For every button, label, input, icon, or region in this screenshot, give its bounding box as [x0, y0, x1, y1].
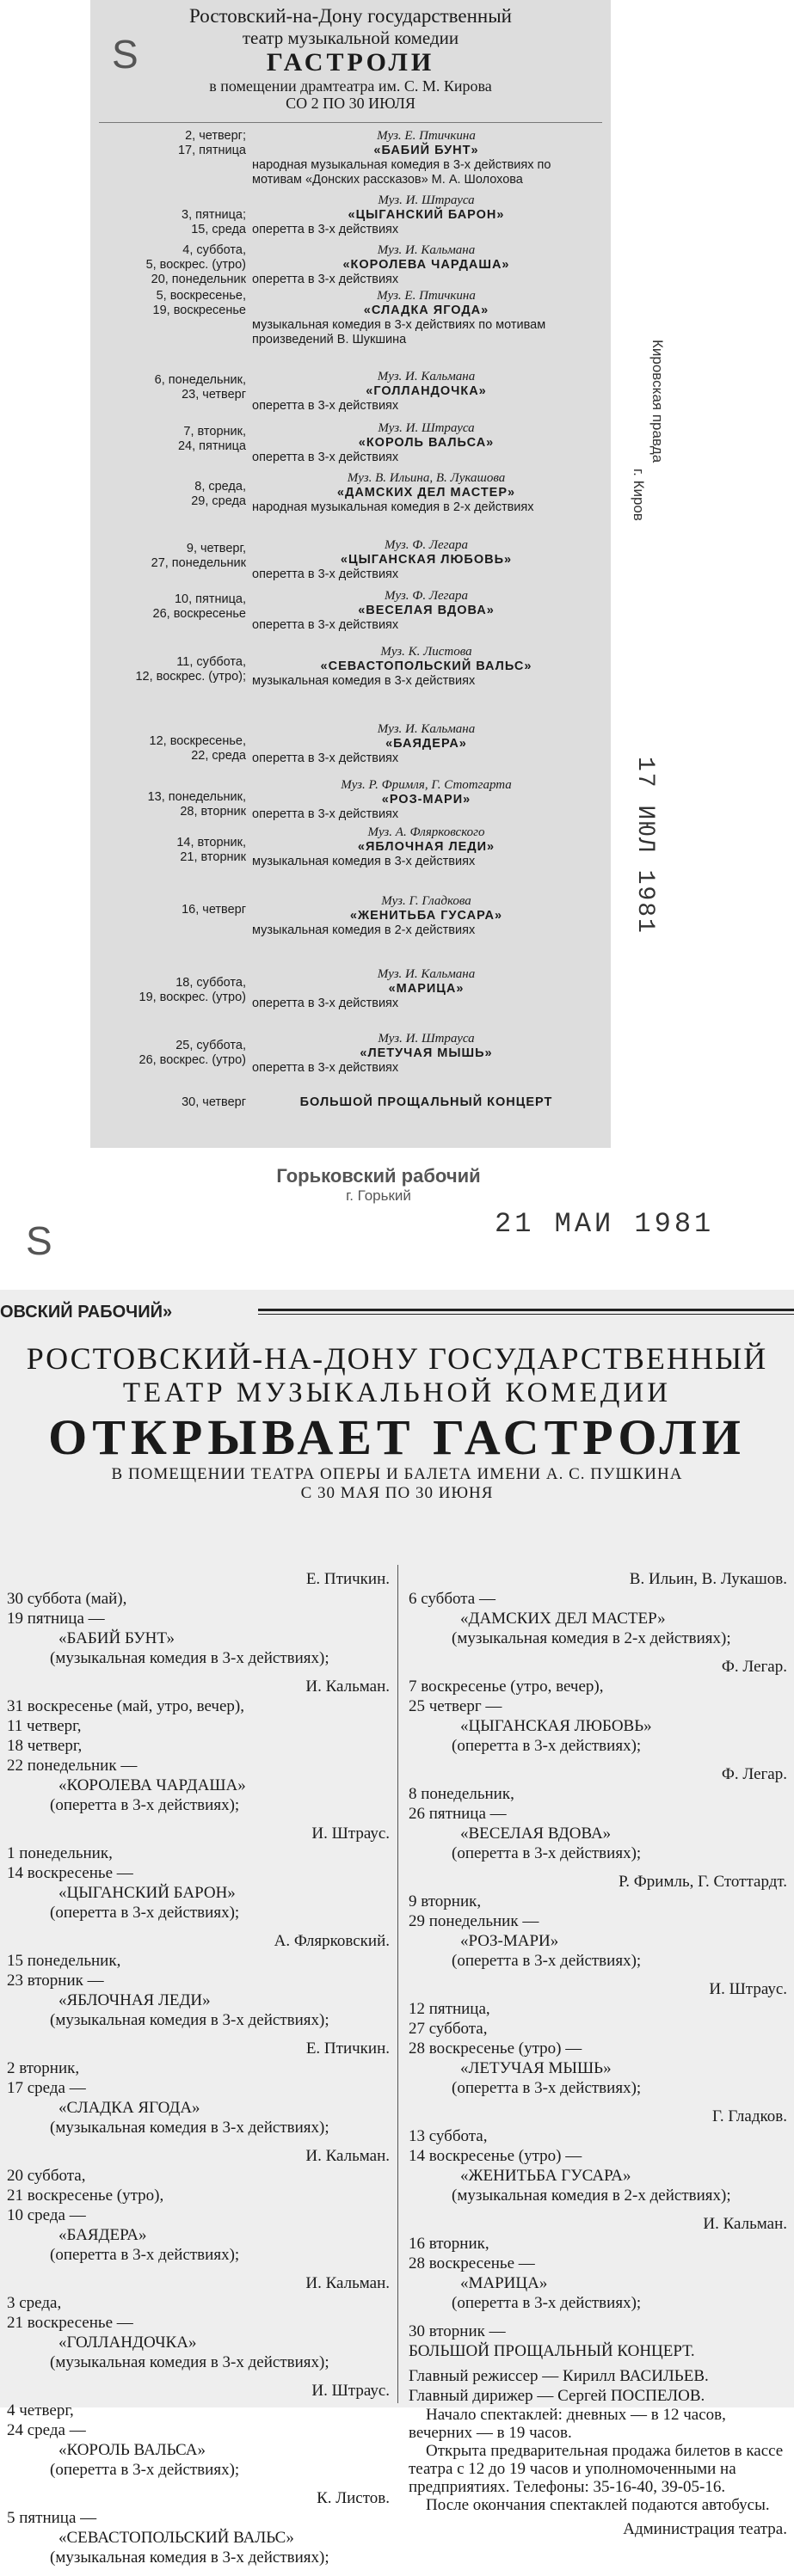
schedule-entry [7, 1677, 390, 1815]
source-newspaper: Горьковский рабочий [276, 1165, 481, 1187]
conductor-credit: Главный дирижер — Сергей ПОСПЕЛОВ. [409, 2387, 705, 2405]
entry-title: «КОРОЛЕВА ЧАРДАША» [58, 1776, 246, 1794]
schedule-entry [409, 1657, 787, 1756]
entry-title: «КОРОЛЕВА ЧАРДАША» [342, 258, 510, 272]
entry-description: оперетта в 3-х действиях [252, 451, 399, 464]
entry-dates: 2, четверг; 17, пятница [177, 129, 246, 157]
entry-description: оперетта в 3-х действиях [252, 273, 399, 286]
entry-title: «ВЕСЕЛАЯ ВДОВА» [358, 604, 495, 617]
schedule-entry [7, 1931, 390, 2030]
schedule-entry [7, 2039, 390, 2137]
clipping2-header [0, 1341, 794, 1503]
entry-title: «БАБИЙ БУНТ» [58, 1629, 175, 1647]
date-stamp-2: 21 МАИ 1981 [495, 1208, 715, 1240]
entry-title: «СЕВАСТОПОЛЬСКИЙ ВАЛЬС» [320, 659, 532, 673]
entry-dates: 9, четверг, 27, понедельник [151, 542, 246, 570]
entry-description: оперетта в 3-х действиях [252, 1061, 399, 1075]
entry-dates: 1 понедельник, 14 воскресенье — [7, 1844, 133, 1882]
entry-dates: 13 суббота, 14 воскресенье (утро) — [409, 2127, 582, 2165]
entry-description: музыкальная комедия в 3-х действиях по мотивам произведений В. Шукшина [252, 318, 546, 347]
entry-dates: 2 вторник, 17 среда — [7, 2059, 86, 2097]
entry-title: «ГОЛЛАНДОЧКА» [58, 2334, 197, 2352]
entry-dates: 30 суббота (май), 19 пятница — [7, 1590, 127, 1628]
entry-dates: 16 вторник, 28 воскресенье — [409, 2235, 535, 2272]
entry-composer: В. Ильин, В. Лукашов. [629, 1570, 787, 1588]
entry-title: «БАЯДЕРА» [385, 737, 467, 751]
entry-composer: Ф. Легар. [721, 1658, 787, 1676]
entry-title: «БАБИЙ БУНТ» [373, 144, 479, 157]
schedule-entry [7, 2381, 390, 2480]
entry-dates: 5 пятница — [7, 2509, 97, 2527]
entry-composer: Р. Фримль, Г. Стоттардт. [619, 1873, 787, 1891]
entry-title: «ЦЫГАНСКАЯ ЛЮБОВЬ» [460, 1717, 652, 1735]
schedule-entry [409, 1979, 787, 2098]
entry-description: (музыкальная комедия в 2-х действиях); [452, 2187, 731, 2205]
entry-description: (оперетта в 3-х действиях); [50, 2461, 240, 2479]
entry-description: оперетта в 3-х действиях [252, 807, 399, 821]
entry-description: оперетта в 3-х действиях [252, 751, 399, 765]
entry-description: (музыкальная комедия в 3-х действиях); [50, 2353, 329, 2371]
entry-title: «РОЗ-МАРИ» [381, 793, 471, 807]
entry-title: «ЛЕТУЧАЯ МЫШЬ» [460, 2059, 612, 2077]
schedule-entry [7, 2146, 390, 2265]
entry-dates: 12, воскресенье, 22, среда [149, 734, 246, 763]
entry-composer: И. Кальман. [305, 1677, 390, 1696]
entry-dates: 8, среда, 29, среда [191, 480, 246, 508]
entry-description: оперетта в 3-х действиях [252, 567, 399, 581]
entry-dates: 8 понедельник, 26 пятница — [409, 1785, 514, 1823]
entry-composer: И. Штраус. [311, 1825, 390, 1843]
entry-composer: Муз. И. Кальмана [377, 967, 476, 981]
entry-dates: 4 четверг, 24 среда — [7, 2401, 86, 2439]
entry-title: «СЕВАСТОПОЛЬСКИЙ ВАЛЬС» [58, 2529, 294, 2547]
entry-description: (оперетта в 3-х действиях); [452, 1952, 642, 1970]
entry-composer: Муз. Ф. Легара [384, 589, 469, 603]
entry-composer: Муз. И. Штрауса [378, 193, 475, 207]
entry-dates: 6 суббота — [409, 1590, 495, 1608]
entry-description: (музыкальная комедия в 3-х действиях); [50, 2011, 329, 2029]
entry-title: «КОРОЛЬ ВАЛЬСА» [58, 2441, 206, 2459]
entry-description: народная музыкальная комедия в 3-х действиях по мотивам «Донских рассказов» М. А. Шолохова [252, 158, 551, 187]
masthead [0, 1302, 794, 1322]
column-divider [397, 1565, 398, 2403]
entry-dates: 13, понедельник, 28, вторник [147, 790, 246, 819]
entry-dates: 25, суббота, 26, воскрес. (утро) [138, 1039, 246, 1067]
source-city: г. Киров [631, 469, 647, 521]
schedule-column-right [409, 1569, 787, 2539]
entry-composer: Муз. И. Кальмана [377, 722, 476, 736]
entry-title: «ЖЕНИТЬБА ГУСАРА» [349, 909, 503, 923]
schedule-entry [409, 1872, 787, 1971]
clipping1-header-venue: в помещении драмтеатра им. С. М. Кирова [209, 77, 492, 95]
schedule-entry [409, 2107, 787, 2205]
entry-title: «КОРОЛЬ ВАЛЬСА» [358, 436, 495, 450]
entry-title: «ЦЫГАНСКИЙ БАРОН» [348, 208, 505, 222]
entry-description: народная музыкальная комедия в 2-х действиях [252, 500, 534, 514]
tickets-note: Открыта предварительная продажа билетов в кассе театра с 12 до 19 часов и уполномоченными на предприятиях. Телефоны: 35-16-40, 39-05-16. [409, 2442, 784, 2496]
clipping2-header-line2: ТЕАТР МУЗЫКАЛЬНОЙ КОМЕДИИ [122, 1377, 672, 1408]
entry-description: (оперетта в 3-х действиях); [50, 2246, 240, 2264]
bus-note: После окончания спектаклей подаются автобусы. [426, 2496, 770, 2514]
entry-composer: И. Кальман. [305, 2147, 390, 2165]
entry-title: «БАЯДЕРА» [58, 2226, 147, 2244]
source-city: г. Горький [346, 1187, 411, 1204]
entry-description: оперетта в 3-х действиях [252, 223, 399, 236]
final-title: БОЛЬШОЙ ПРОЩАЛЬНЫЙ КОНЦЕРТ. [409, 2342, 695, 2360]
clipping2-header-dates: С 30 МАЯ ПО 30 ИЮНЯ [300, 1484, 494, 1502]
schedule-column-left [7, 1569, 390, 2576]
entry-title: «ГОЛЛАНДОЧКА» [366, 384, 487, 398]
entry-description: (музыкальная комедия в 2-х действиях); [452, 1629, 731, 1647]
entry-title: «ЯБЛОЧНАЯ ЛЕДИ» [357, 840, 495, 854]
entry-dates: 10, пятница, 26, воскресенье [152, 592, 246, 621]
clipping-gorkovsky-rabochy [0, 1290, 794, 2567]
schedule-entry [409, 1569, 787, 1648]
entry-title: «РОЗ-МАРИ» [460, 1932, 559, 1950]
clipping2-header-line1: РОСТОВСКИЙ-НА-ДОНУ ГОСУДАРСТВЕННЫЙ [26, 1341, 768, 1376]
entry-composer: И. Кальман. [305, 2274, 390, 2292]
entry-composer: И. Кальман. [703, 2215, 787, 2233]
entry-title: «ЦЫГАНСКИЙ БАРОН» [58, 1884, 236, 1902]
schedule-entry [7, 2488, 390, 2567]
start-times-note: Начало спектаклей: дневных — в 12 часов, вечерних — в 19 часов. [409, 2406, 726, 2442]
entry-dates: 12 пятница, 27 суббота, 28 воскресенье (утро) — [409, 2000, 582, 2058]
entry-title: «МАРИЦА» [460, 2274, 548, 2292]
entry-composer: Муз. Е. Птичкина [377, 129, 476, 143]
clipping1-header-dates: СО 2 ПО 30 ИЮЛЯ [286, 95, 415, 112]
source-newspaper: Кировская правда [649, 340, 666, 463]
masthead-name: ОВСКИЙ РАБОЧИЙ» [0, 1303, 173, 1322]
entry-description: оперетта в 3-х действиях [252, 997, 399, 1010]
entry-dates: 5, воскресенье, 19, воскресенье [152, 289, 246, 317]
entry-composer: Муз. А. Флярковского [367, 825, 485, 839]
clipping1-header-line2: театр музыкальной комедии [242, 28, 459, 48]
entry-dates: 30, четверг [182, 1095, 246, 1109]
entry-dates: 15 понедельник, 23 вторник — [7, 1952, 121, 1990]
entry-composer: Муз. И. Кальмана [377, 243, 476, 257]
entry-composer: Муз. Г. Гладкова [381, 894, 471, 908]
entry-description: (оперетта в 3-х действиях); [50, 1904, 240, 1922]
entry-composer: Е. Птичкин. [305, 1570, 390, 1588]
entry-composer: Муз. Е. Птичкина [377, 289, 476, 303]
entry-description: (оперетта в 3-х действиях); [50, 1796, 240, 1814]
entry-dates: 14, вторник, 21, вторник [176, 836, 246, 864]
entry-title: «ЯБЛОЧНАЯ ЛЕДИ» [58, 1991, 211, 2009]
clipping2-header-title: ОТКРЫВАЕТ ГАСТРОЛИ [48, 1409, 746, 1465]
schedule-entry [7, 1824, 390, 1923]
entry-title: «ВЕСЕЛАЯ ВДОВА» [460, 1825, 612, 1843]
entry-composer: Муз. Р. Фримля, Г. Стотгарта [341, 778, 512, 792]
entry-dates: 3 среда, 21 воскресенье — [7, 2294, 133, 2332]
entry-dates: 31 воскресенье (май, утро, вечер), 11 четверг, 18 четверг, 22 понедельник — [7, 1697, 244, 1775]
source-note-kirov [631, 340, 671, 529]
entry-dates: 20 суббота, 21 воскресенье (утро), 10 среда — [7, 2167, 164, 2224]
clipping-kirovskaya-pravda [90, 0, 611, 1148]
entry-title: «ЛЕТУЧАЯ МЫШЬ» [360, 1046, 493, 1060]
entry-title: «ДАМСКИХ ДЕЛ МАСТЕР» [460, 1610, 666, 1628]
entry-description: оперетта в 3-х действиях [252, 399, 399, 413]
entry-composer: Муз. Ф. Легара [384, 538, 469, 552]
entry-title: БОЛЬШОЙ ПРОЩАЛЬНЫЙ КОНЦЕРТ [299, 1095, 553, 1109]
entry-dates: 9 вторник, 29 понедельник — [409, 1892, 539, 1930]
s-mark-icon: S [112, 32, 138, 77]
entry-dates: 6, понедельник, 23, четверг [154, 373, 246, 402]
stamp-text: 17 ИЮЛ 1981 [631, 757, 658, 935]
entry-dates: 7, вторник, 24, пятница [177, 425, 246, 453]
entry-composer: Муз. И. Кальмана [377, 370, 476, 383]
entry-title: «ДАМСКИХ ДЕЛ МАСТЕР» [336, 486, 516, 500]
director-credit: Главный режиссер — Кирилл ВАСИЛЬЕВ. [409, 2367, 709, 2385]
entry-composer: Муз. В. Ильина, В. Лукашова [347, 471, 506, 485]
entry-description: (музыкальная комедия в 3-х действиях); [50, 2548, 329, 2567]
entry-composer: Ф. Легар. [721, 1765, 787, 1783]
entry-composer: А. Флярковский. [274, 1932, 390, 1950]
entry-description: музыкальная комедия в 3-х действиях [252, 674, 476, 688]
entry-description: музыкальная комедия в 3-х действиях [252, 855, 476, 868]
entry-description: (музыкальная комедия в 3-х действиях); [50, 1649, 329, 1667]
source-note-gorky [215, 1165, 542, 1205]
schedule-entry [409, 2214, 787, 2313]
entry-description: (оперетта в 3-х действиях); [452, 2294, 642, 2312]
entry-composer: И. Штраус. [709, 1980, 787, 1998]
entry-title: «СЛАДКА ЯГОДА» [58, 2099, 200, 2117]
entry-description: (оперетта в 3-х действиях); [452, 1737, 642, 1755]
masthead-rule [258, 1309, 794, 1315]
entry-composer: И. Штраус. [311, 2382, 390, 2400]
entry-dates: 18, суббота, 19, воскрес. (утро) [138, 976, 246, 1004]
entry-composer: Е. Птичкин. [305, 2039, 390, 2058]
entry-composer: К. Листов. [317, 2489, 390, 2507]
entry-description: музыкальная комедия в 2-х действиях [252, 923, 476, 937]
schedule-entry [409, 1764, 787, 1863]
entry-composer: Муз. И. Штрауса [378, 421, 475, 435]
entry-title: «МАРИЦА» [388, 982, 465, 996]
clipping1-header [90, 5, 611, 112]
final-date: 30 вторник — [409, 2322, 506, 2340]
entry-title: «СЛАДКА ЯГОДА» [363, 304, 489, 317]
clipping1-header-line1: Ростовский-на-Дону государственный [189, 5, 512, 27]
entry-dates: 16, четверг [182, 903, 246, 917]
final-concert [409, 2321, 787, 2361]
entry-description: (музыкальная комедия в 3-х действиях); [50, 2119, 329, 2137]
entry-composer: Муз. И. Штрауса [378, 1032, 475, 1046]
entry-description: оперетта в 3-х действиях [252, 618, 399, 632]
entry-description: (оперетта в 3-х действиях); [452, 1844, 642, 1862]
schedule-entry [7, 2273, 390, 2372]
s-mark-icon: S [26, 1218, 52, 1263]
schedule-entry [7, 1569, 390, 1668]
entry-dates: 3, пятница; 15, среда [182, 208, 246, 236]
clipping2-header-venue: В ПОМЕЩЕНИИ ТЕАТРА ОПЕРЫ И БАЛЕТА ИМЕНИ А. С. ПУШКИНА [111, 1465, 683, 1483]
entry-title: «ЖЕНИТЬБА ГУСАРА» [460, 2167, 631, 2185]
entry-composer: Г. Гладков. [712, 2107, 787, 2125]
entry-dates: 4, суббота, 5, воскрес. (утро) 20, понедельник [145, 243, 246, 286]
divider [99, 122, 602, 123]
entry-description: (оперетта в 3-х действиях); [452, 2079, 642, 2097]
entry-composer: Муз. К. Листова [380, 645, 472, 659]
entry-title: «ЦЫГАНСКАЯ ЛЮБОВЬ» [340, 553, 513, 567]
entry-dates: 11, суббота, 12, воскрес. (утро); [135, 655, 246, 684]
entry-dates: 7 воскресенье (утро, вечер), 25 четверг — [409, 1677, 604, 1715]
signature: Администрация театра. [623, 2520, 787, 2538]
clipping1-header-title: ГАСТРОЛИ [266, 48, 435, 77]
